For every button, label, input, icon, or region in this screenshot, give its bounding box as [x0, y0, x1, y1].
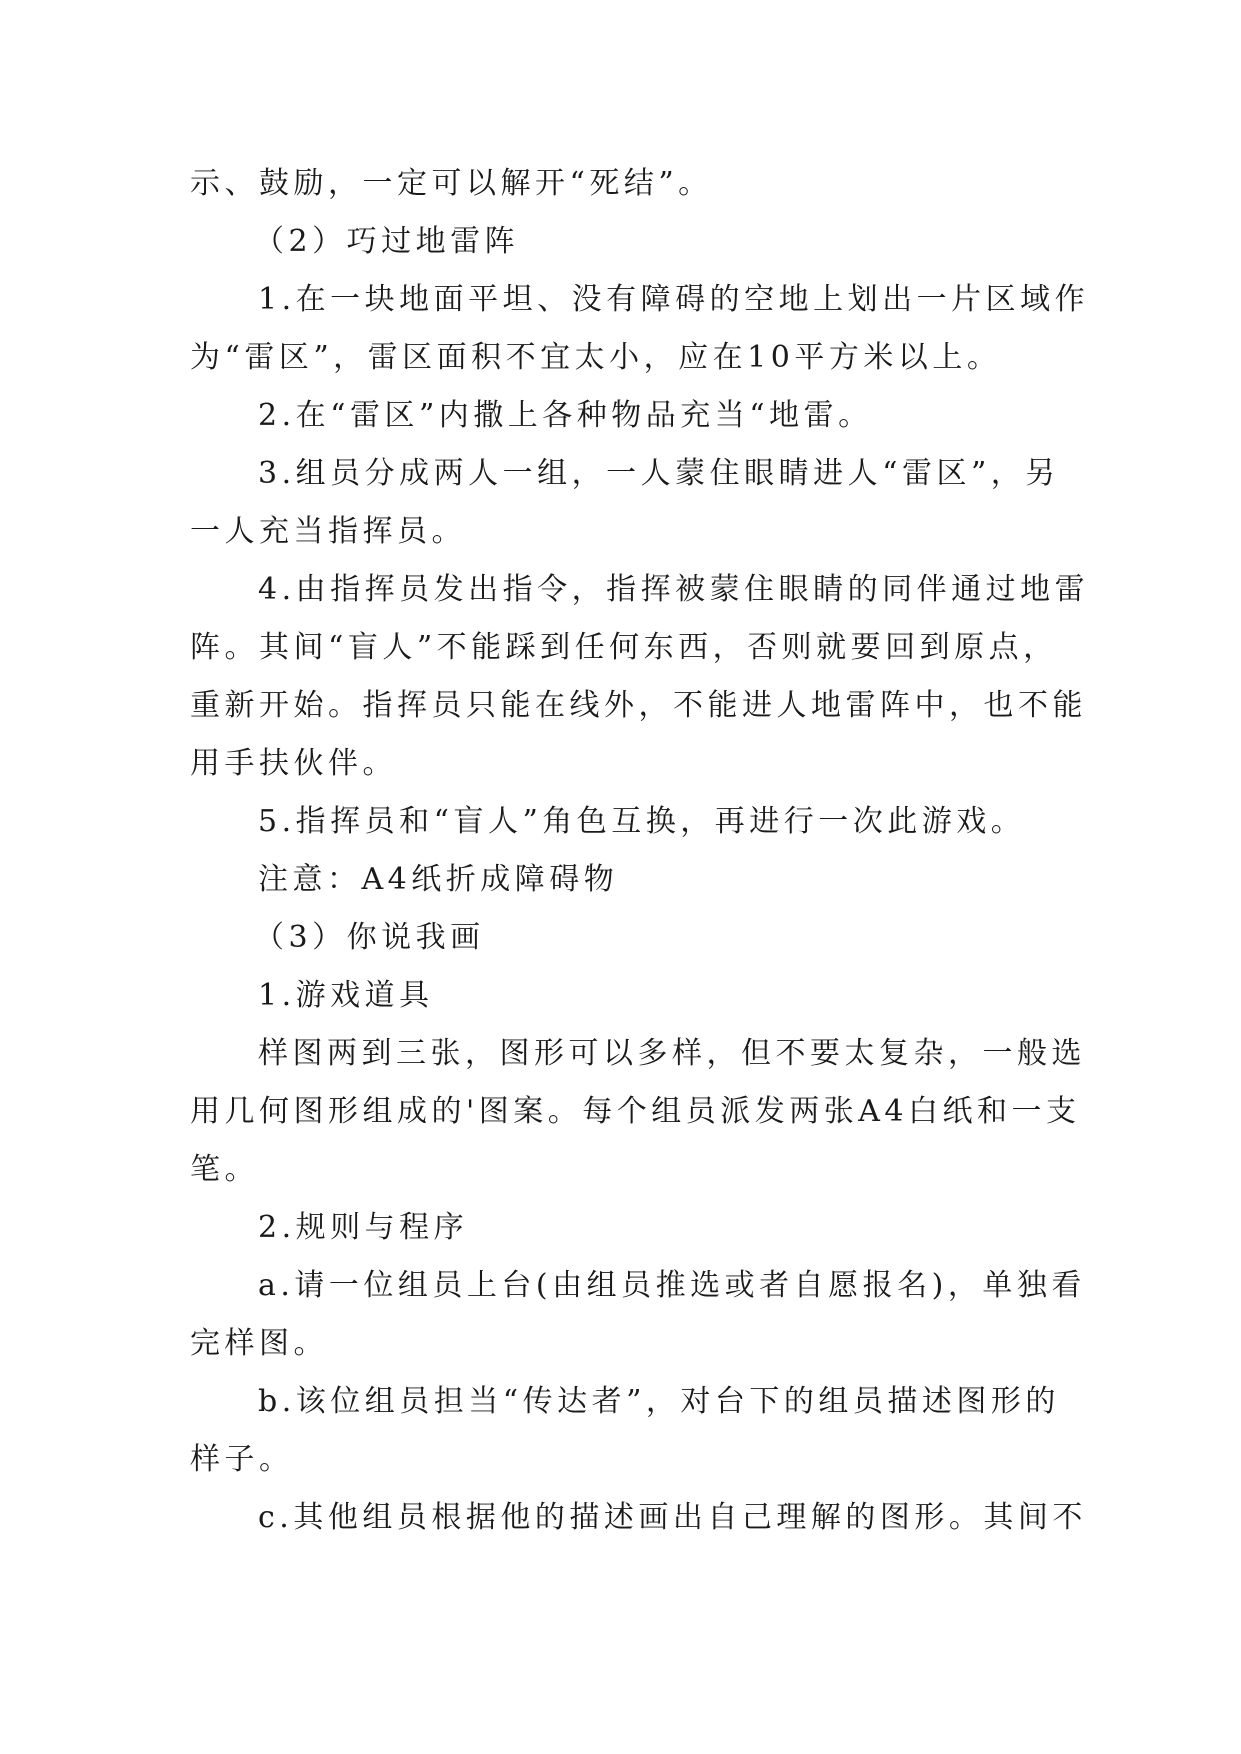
- note-line: 注意：A4纸折成障碍物: [258, 862, 619, 897]
- section-heading: （2）巧过地雷阵: [254, 224, 520, 259]
- text-line: 用手扶伙伴。: [190, 746, 397, 781]
- text-line: 为“雷区”，雷区面积不宜太小，应在10平方米以上。: [190, 340, 1002, 375]
- text-line: 1.在一块地面平坦、没有障碍的空地上划出一片区域作: [258, 282, 1090, 317]
- text-line: 示、鼓励，一定可以解开“死结”。: [190, 166, 713, 201]
- text-line: 用几何图形组成的'图案。每个组员派发两张A4白纸和一支: [190, 1094, 1081, 1129]
- text-line: 3.组员分成两人一组，一人蒙住眼睛进人“雷区”，另: [258, 456, 1060, 491]
- text-line: 2.规则与程序: [258, 1210, 469, 1245]
- document-page: [190, 155, 1090, 1547]
- text-line: 2.在“雷区”内撒上各种物品充当“地雷。: [258, 398, 873, 433]
- text-line: 重新开始。指挥员只能在线外，不能进人地雷阵中，也不能: [190, 688, 1087, 723]
- text-line: 5.指挥员和“盲人”角色互换，再进行一次此游戏。: [258, 804, 1026, 839]
- text-line: 样子。: [190, 1442, 294, 1477]
- text-line: 完样图。: [190, 1326, 328, 1361]
- section-heading: （3）你说我画: [254, 920, 485, 955]
- text-line: 一人充当指挥员。: [190, 514, 466, 549]
- text-line: c.其他组员根据他的描述画出自己理解的图形。其间不: [258, 1500, 1087, 1535]
- text-line: 4.由指挥员发出指令，指挥被蒙住眼睛的同伴通过地雷: [258, 572, 1090, 607]
- text-line: 样图两到三张，图形可以多样，但不要太复杂，一般选: [258, 1036, 1086, 1071]
- text-line: 笔。: [190, 1152, 259, 1187]
- text-line: b.该位组员担当“传达者”，对台下的组员描述图形的: [258, 1384, 1060, 1419]
- text-line: 1.游戏道具: [258, 978, 434, 1013]
- text-line: 阵。其间“盲人”不能踩到任何东西，否则就要回到原点，: [190, 630, 1058, 665]
- text-line: a.请一位组员上台(由组员推选或者自愿报名)，单独看: [258, 1268, 1086, 1303]
